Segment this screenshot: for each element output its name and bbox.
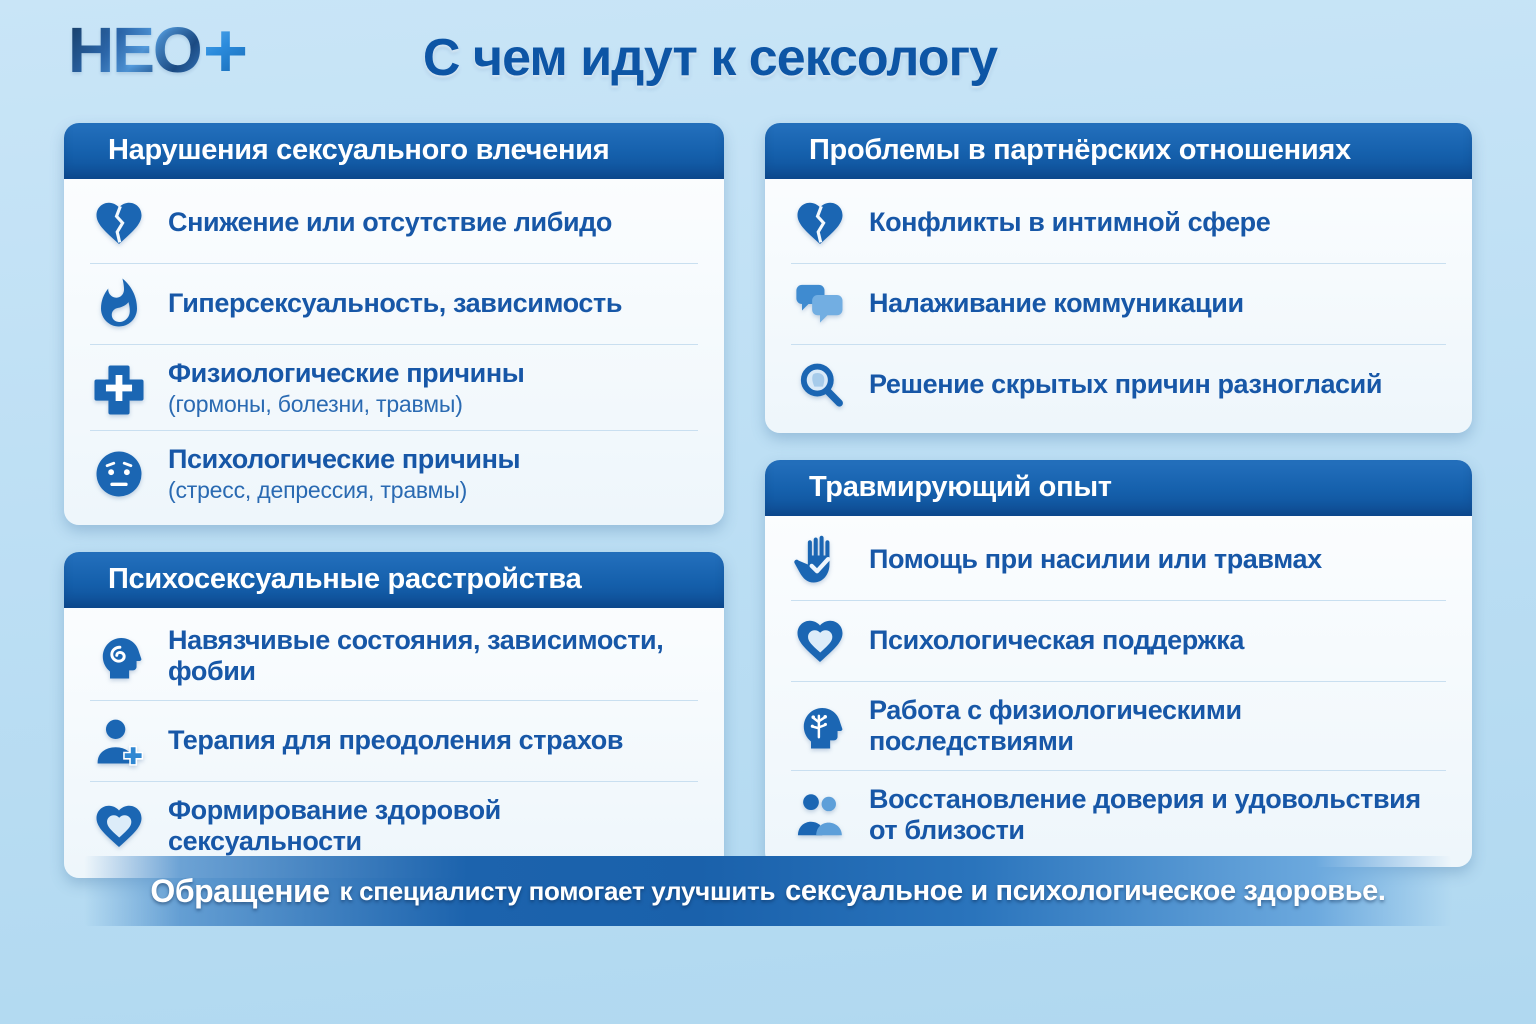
item-label: Работа с физиологическими последствиями [869,695,1242,757]
panel-body [64,608,724,878]
item-label: Психологические причины [168,444,521,475]
item-label: Конфликты в интимной сфере [869,207,1271,238]
footer-lead-text: Обращение [150,872,330,909]
panel-header: Проблемы в партнёрских отношениях [765,123,1472,179]
item-label: Налаживание коммуникации [869,288,1244,319]
panel-psychosexual-disorders [64,552,724,878]
item-label: Решение скрытых причин разногласий [869,369,1383,400]
list-item [791,264,1446,345]
list-item [791,345,1446,425]
heart-in-heart-icon [793,614,847,668]
item-sublabel: (гормоны, болезни, травмы) [168,391,463,418]
list-item [791,183,1446,264]
footer-mid-text: к специалисту помогает улучшить [339,875,776,906]
panel-partner-relationship-problems [765,123,1472,433]
list-item [791,682,1446,771]
footer-banner [84,856,1452,926]
panel-body [765,179,1472,433]
medical-cross-icon [92,361,146,415]
magnifier-face-icon [793,358,847,412]
chat-bubbles-icon [793,277,847,331]
panel-body [765,516,1472,867]
footer-emphasis-text: сексуальное и психологическое здоровье. [785,874,1386,907]
panel-header: Нарушения сексуального влечения [64,123,724,179]
list-item [90,701,698,782]
panel-header: Психосексуальные расстройства [64,552,724,608]
heart-in-heart-icon [92,799,146,853]
item-label: Формирование здоровой сексуальности [168,794,501,856]
panel-sexual-desire-disorders [64,123,724,525]
item-label: Восстановление доверия и удовольствия от близости [869,784,1421,846]
person-plus-icon [92,714,146,768]
head-spiral-icon [92,629,146,683]
broken-heart-icon [92,196,146,250]
list-item [90,183,698,264]
list-item [90,431,698,516]
logo-plus-icon: + [202,5,249,94]
list-item [90,345,698,431]
logo [68,5,249,94]
item-label: Помощь при насилии или травмах [869,544,1322,575]
item-label: Терапия для преодоления страхов [168,725,624,756]
item-label: Гиперсексуальность, зависимость [168,288,623,319]
list-item [90,264,698,345]
flame-icon [92,277,146,331]
item-label: Психологическая поддержка [869,625,1245,656]
list-item [791,601,1446,682]
item-label: Снижение или отсутствие либидо [168,207,613,238]
left-column [64,123,724,905]
logo-text: НЕО [68,14,201,86]
broken-heart-icon [793,196,847,250]
right-column [765,123,1472,894]
list-item [90,612,698,701]
sad-face-icon [92,447,146,501]
hand-check-icon [793,533,847,587]
panel-traumatic-experience [765,460,1472,867]
head-tree-icon [793,699,847,753]
page-title: С чем идут к сексологу [422,29,998,87]
list-item [791,771,1446,859]
item-sublabel: (стресс, депрессия, травмы) [168,477,468,504]
couple-icon [793,788,847,842]
panel-header: Травмирующий опыт [765,460,1472,516]
panel-body [64,179,724,525]
item-label: Физиологические причины [168,358,525,388]
item-label: Навязчивые состояния, зависимости, фобии [168,624,664,686]
list-item [791,520,1446,601]
